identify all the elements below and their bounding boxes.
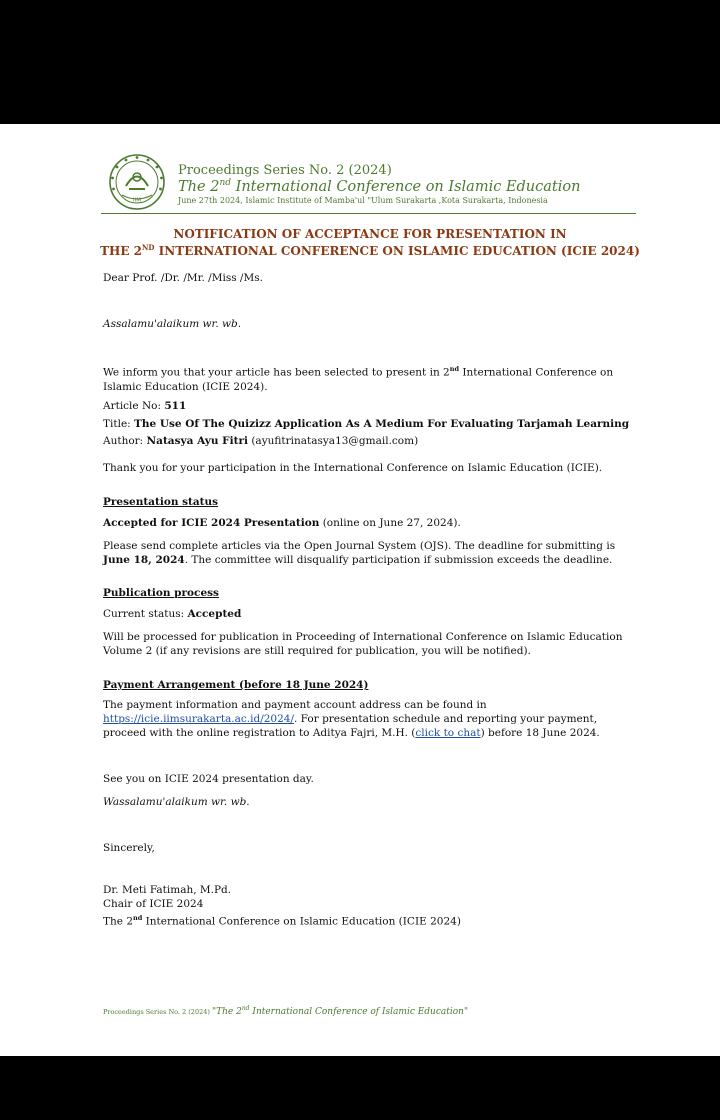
presentation-accepted: Accepted for ICIE 2024 Presentation (online on June 27, 2024). (103, 517, 461, 529)
signer-name: Dr. Meti Fatimah, M.Pd. (103, 884, 232, 896)
signer-organization: The 2nd International Conference on Islamic Education (ICIE 2024) (103, 914, 461, 928)
inform-paragraph: We inform you that your article has been selected to present in 2nd International Conference on Islamic Education (ICIE 2024). (103, 365, 614, 393)
see-you-line: See you on ICIE 2024 presentation day. (103, 773, 314, 785)
iim-logo-icon (108, 153, 166, 211)
click-to-chat-link[interactable]: click to chat (415, 727, 481, 739)
publication-current-status: Current status: Accepted (103, 608, 242, 620)
signer-role: Chair of ICIE 2024 (103, 898, 204, 910)
article-number: Article No: 511 (103, 400, 187, 412)
conference-name: The 2nd International Conference on Islamic Education (178, 178, 581, 195)
publication-process-heading: Publication process (103, 587, 219, 599)
payment-heading: Payment Arrangement (before 18 June 2024) (103, 679, 369, 691)
salutation: Dear Prof. /Dr. /Mr. /Miss /Ms. (103, 272, 263, 284)
thanks-paragraph: Thank you for your participation in the International Conference on Islamic Education (ICIE). (103, 462, 603, 474)
submission-paragraph: Please send complete articles via the Open Journal System (OJS). The deadline for submitting is June 18, 2024. The committee will disqualify participation if submission exceeds the deadline. (103, 540, 616, 566)
article-author: Author: Natasya Ayu Fitri (ayufitrinatasya13@gmail.com) (103, 435, 419, 447)
sincerely: Sincerely, (103, 842, 155, 854)
closing-greeting: Wassalamu'alaikum wr. wb. (103, 796, 250, 808)
conference-date-place: June 27th 2024, Islamic Institute of Mamba'ul "Ulum Surakarta ,Kota Surakarta, Indonesia (178, 196, 548, 205)
notification-title-line1: NOTIFICATION OF ACCEPTANCE FOR PRESENTATION IN (173, 227, 567, 241)
payment-paragraph: The payment information and payment account address can be found in https://icie.iimsurakarta.ac.id/2024/. For presentation schedule and reporting your payment, proceed with the online registration to Aditya Fajri, M.H. (click to chat) before 18 June 2024. (103, 699, 600, 739)
logo-text: IIM (133, 197, 141, 204)
publication-note: Will be processed for publication in Proceeding of International Conference on Islamic Education Volume 2 (if any revisions are still required for publication, you will be notified). (103, 631, 623, 657)
presentation-status-heading: Presentation status (103, 496, 219, 508)
page-footer: Proceedings Series No. 2 (2024) "The 2nd International Conference of Islamic Education" (103, 1005, 469, 1017)
header-divider (101, 213, 636, 214)
article-title: Title: The Use Of The Quizizz Application As A Medium For Evaluating Tarjamah Learning (103, 418, 630, 430)
notification-title-line2: THE 2ND INTERNATIONAL CONFERENCE ON ISLAMIC EDUCATION (ICIE 2024) (100, 243, 640, 258)
payment-info-link[interactable]: https://icie.iimsurakarta.ac.id/2024/ (103, 713, 294, 725)
opening-greeting: Assalamu'alaikum wr. wb. (103, 318, 242, 330)
proceedings-series: Proceedings Series No. 2 (2024) (178, 163, 392, 178)
